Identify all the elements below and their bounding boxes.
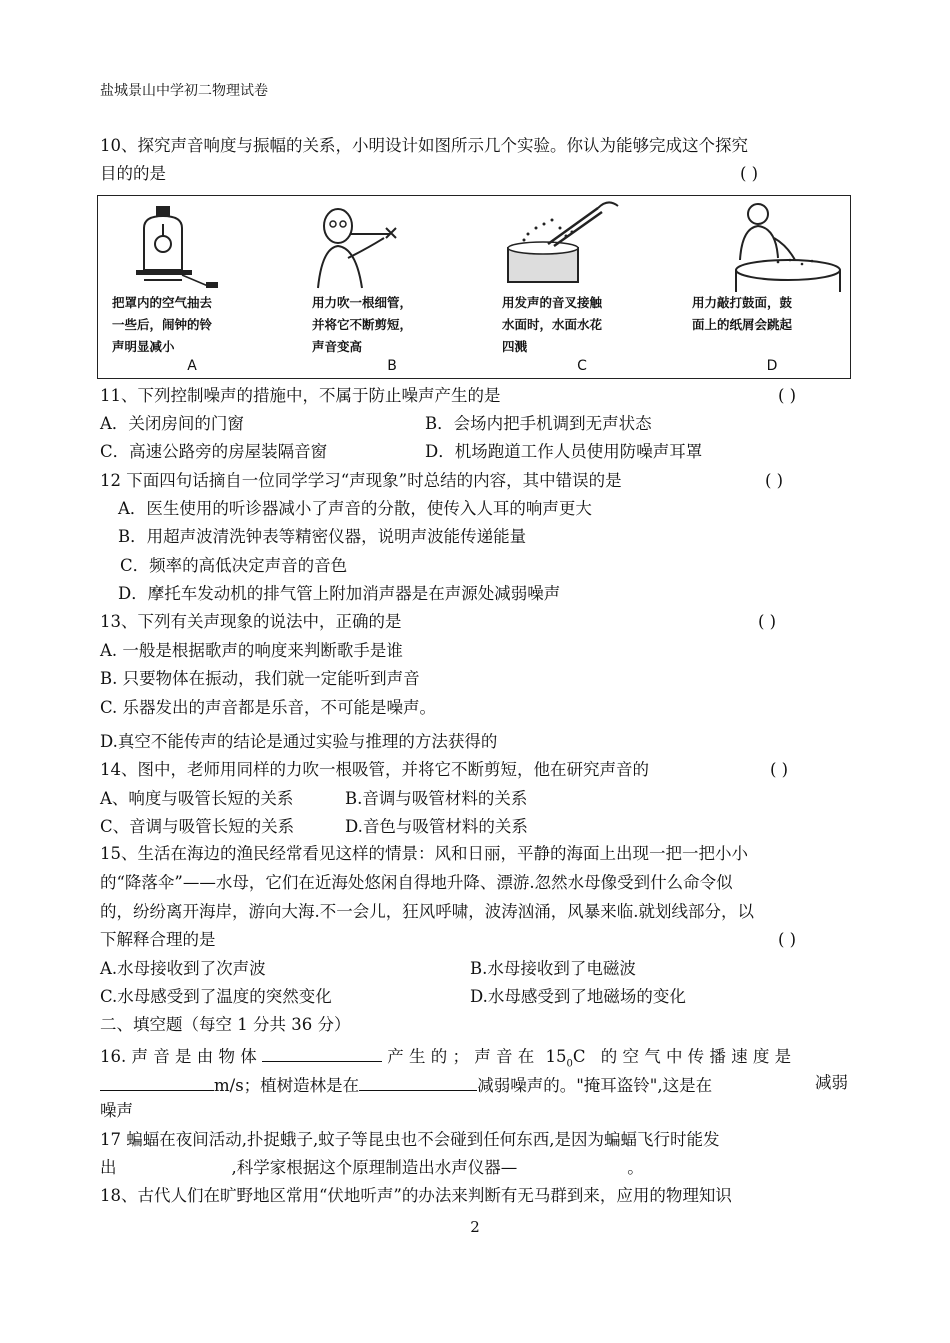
q14-option-c: C、音调与吸管长短的关系 [100, 817, 295, 836]
panel-d-caption: 用力敲打鼓面，鼓 面上的纸屑会跳起 [692, 295, 793, 332]
q15-option-d: D.水母感受到了地磁场的变化 [470, 987, 686, 1006]
q13-answer-bracket: ( ) [758, 612, 777, 631]
q10-answer-bracket: ( ) [740, 164, 759, 183]
q13-stem: 13、下列有关声现象的说法中，正确的是 [100, 612, 402, 631]
q13-option-b: B. 只要物体在振动，我们就一定能听到声音 [100, 669, 420, 688]
q11-option-c: C．高速公路旁的房屋装隔音窗 [100, 442, 328, 461]
q11-option-a: A．关闭房间的门窗 [100, 414, 244, 433]
q13-option-a: A. 一般是根据歌声的响度来判断歌手是谁 [100, 641, 403, 660]
q13-option-d: D.真空不能传声的结论是通过实验与推理的方法获得的 [100, 732, 498, 751]
q15-line1: 15、生活在海边的渔民经常看见这样的情景：风和日丽，平静的海面上出现一把一把小小 [100, 844, 748, 863]
q16-blank-2[interactable] [100, 1072, 214, 1091]
panel-b-label: B [387, 358, 397, 374]
teacher-blowing-straw-illustration [298, 198, 486, 293]
panel-d-label: D [766, 358, 778, 374]
drum-illustration [678, 198, 852, 293]
q12-stem: 12 下面四句话摘自一位同学学习“声现象”时总结的内容，其中错误的是 [100, 471, 622, 490]
q11-answer-bracket: ( ) [778, 386, 797, 405]
tuning-fork-water-illustration [488, 198, 676, 293]
q14-stem: 14、图中，老师用同样的力吹一根吸管，并将它不断剪短，他在研究声音的 [100, 760, 649, 779]
q15-line3: 的，纷纷离开海岸，游向大海.不一会儿，狂风呼啸，波涛汹涌，风暴来临.就划线部分，以 [100, 902, 754, 921]
q14-option-b: B.音调与吸管材料的关系 [345, 789, 528, 808]
q14-option-a: A、响度与吸管长短的关系 [100, 789, 294, 808]
q12-answer-bracket: ( ) [765, 471, 784, 490]
q17-line1: 17 蝙蝠在夜间活动,扑捉蛾子,蚊子等昆虫也不会碰到任何东西,是因为蝙蝠飞行时能发 [100, 1130, 720, 1149]
page-header: 盐城景山中学初二物理试卷 [100, 83, 268, 99]
figure-panel-b [298, 196, 486, 380]
q16-blank-1[interactable] [262, 1043, 382, 1062]
page-number: 2 [470, 1218, 480, 1236]
q16-line2: m/s；植树造林是在 减弱噪声的。"掩耳盗铃",这是在 [100, 1072, 712, 1097]
q16-line1: 16. 声 音 是 由 物 体 产 生 的 ； 声 音 在 $15_0C$ 的 空 气 中 传 播 速 度 是 [100, 1043, 791, 1075]
q14-option-d: D.音色与吸管材料的关系 [345, 817, 528, 836]
figure-panel-c [488, 196, 676, 380]
q12-option-c: C．频率的高低决定声音的音色 [120, 556, 348, 575]
q10-line2: 目的的是 [100, 164, 166, 183]
panel-c-label: C [577, 358, 587, 374]
panel-a-label: A [187, 358, 197, 374]
q15-option-b: B.水母接收到了电磁波 [470, 959, 636, 978]
q15-option-c: C.水母感受到了温度的突然变化 [100, 987, 332, 1006]
figure-panel-d [678, 196, 866, 380]
section-fill-in-heading: 二、填空题（每空 1 分共 36 分） [100, 1015, 351, 1034]
q10-figure [97, 195, 851, 379]
bell-jar-illustration [98, 198, 286, 293]
q15-line4: 下解释合理的是 [100, 930, 216, 949]
q16-line3: 噪声 [100, 1101, 133, 1120]
q11-option-d: D．机场跑道工作人员使用防噪声耳罩 [425, 442, 703, 461]
q14-answer-bracket: ( ) [770, 760, 789, 779]
q17-line2: 出 ,科学家根据这个原理制造出水声仪器— 。 [100, 1158, 644, 1177]
q16-tail: 减弱 [815, 1073, 848, 1092]
q12-option-d: D．摩托车发动机的排气管上附加消声器是在声源处减弱噪声 [118, 584, 561, 603]
q15-answer-bracket: ( ) [778, 930, 797, 949]
q18-line1: 18、古代人们在旷野地区常用“伏地听声”的办法来判断有无马群到来，应用的物理知识 [100, 1186, 732, 1205]
q11-stem: 11、下列控制噪声的措施中，不属于防止噪声产生的是 [100, 386, 501, 405]
q15-option-a: A.水母接收到了次声波 [100, 959, 266, 978]
panel-c-caption: 用发声的音叉接触 水面时，水面水花 四溅 [502, 295, 603, 354]
q11-option-b: B．会场内把手机调到无声状态 [425, 414, 652, 433]
q12-option-b: B．用超声波清洗钟表等精密仪器，说明声波能传递能量 [118, 527, 527, 546]
q12-option-a: A．医生使用的听诊器减小了声音的分散，使传入人耳的响声更大 [118, 499, 592, 518]
q13-option-c: C. 乐器发出的声音都是乐音，不可能是噪声。 [100, 698, 437, 717]
panel-b-caption: 用力吹一根细管， 并将它不断剪短， 声音变高 [312, 295, 413, 354]
q16-blank-3[interactable] [359, 1072, 477, 1091]
q10-line1: 10、探究声音响度与振幅的关系，小明设计如图所示几个实验。你认为能够完成这个探究 [100, 136, 748, 155]
figure-panel-a [98, 196, 286, 380]
q15-line2: 的“降落伞”——水母，它们在近海处悠闲自得地升降、漂游.忽然水母像受到什么命令似 [100, 873, 733, 892]
panel-a-caption: 把罩内的空气抽去 一些后，闹钟的铃 声明显减小 [112, 295, 213, 354]
